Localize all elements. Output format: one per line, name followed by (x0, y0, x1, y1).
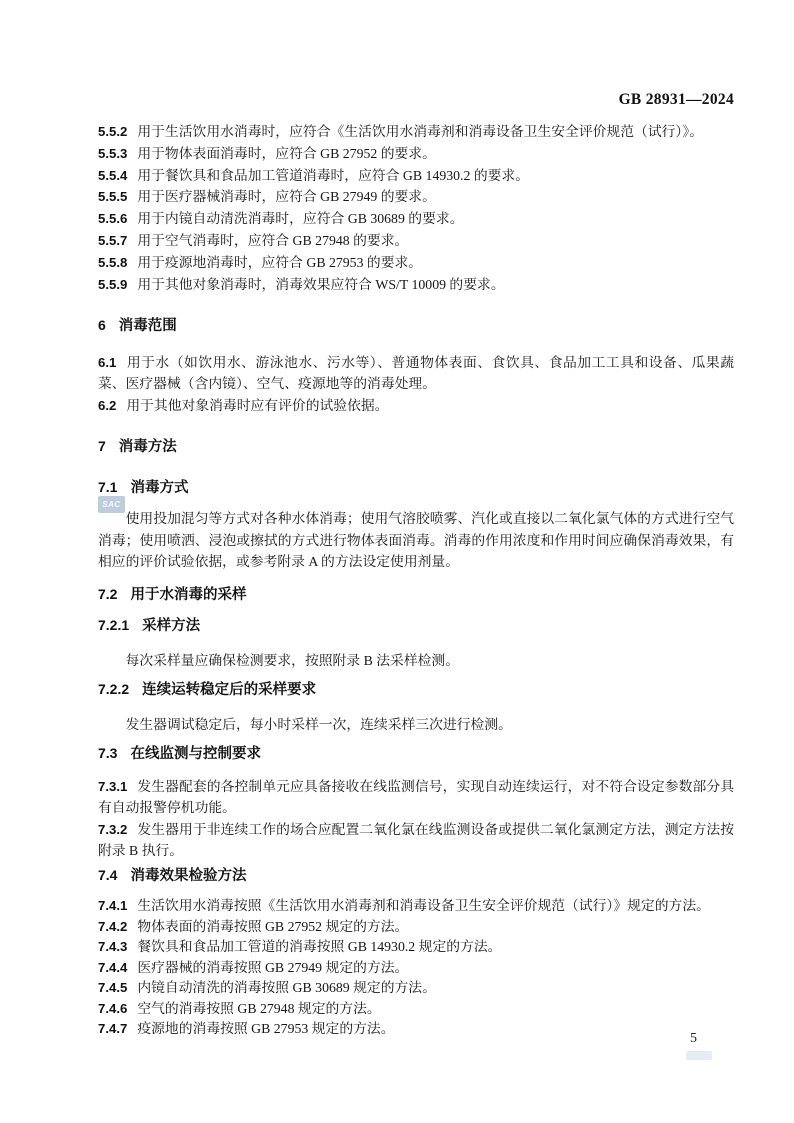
section-title: 消毒范围 (118, 318, 177, 335)
clause-row (98, 978, 734, 999)
clause-text: 用于内镜自动清洗消毒时，应符合 GB 30689 的要求。 (137, 211, 464, 227)
section-title: 采样方法 (142, 618, 201, 635)
clause-row (98, 1019, 734, 1040)
subsection-heading-7-2 (98, 584, 734, 607)
clause-text: 内镜自动清洗的消毒按照 GB 30689 规定的方法。 (137, 980, 436, 996)
clause-text: 用于其他对象消毒时，消毒效果应符合 WS/T 10009 的要求。 (137, 276, 505, 292)
section-title: 用于水消毒的采样 (130, 586, 247, 603)
clause-row (98, 776, 734, 819)
clause-number: 5.5.2 (98, 124, 128, 139)
subsection-heading-7-2-2 (98, 679, 734, 702)
clause-number: 7.4.7 (98, 1021, 128, 1037)
paragraph-7-2-2: 发生器调试稳定后，每小时采样一次，连续采样三次进行检测。 (125, 716, 512, 732)
paragraph-7-1: 使用投加混匀等方式对各种水体消毒；使用气溶胶喷雾、汽化或直接以二氧化氯气体的方式进行空气消毒；使用喷洒、浸泡或擦拭的方式进行物体表面消毒。消毒的作用浓度和作用时间应确保消毒效果，有相应的评价试验依据，或参考附录 A 的方法设定使用剂量。 (98, 511, 734, 570)
clause-row (98, 819, 734, 862)
clause-number: 6.2 (98, 397, 117, 413)
clause-row (98, 165, 734, 187)
clause-number: 7.3.1 (98, 778, 128, 794)
section-number: 7.2.2 (98, 681, 130, 698)
subsection-heading-7-3 (98, 743, 734, 766)
clause-text: 医疗器械的消毒按照 GB 27949 规定的方法。 (137, 959, 409, 975)
section-heading-7 (98, 436, 734, 459)
clause-row (98, 352, 734, 395)
clause-row (98, 917, 734, 938)
clause-row (98, 121, 734, 143)
clause-row (98, 230, 734, 252)
section-number: 7.3 (98, 745, 118, 762)
section-number: 6 (98, 317, 106, 334)
clause-row (98, 186, 734, 208)
section-title: 消毒效果检验方法 (130, 867, 247, 884)
clause-text: 用于医疗器械消毒时，应符合 GB 27949 的要求。 (137, 189, 436, 205)
paragraph-7-2-1: 每次采样量应确保检测要求，按照附录 B 法采样检测。 (125, 652, 460, 668)
section-title: 连续运转稳定后的采样要求 (142, 682, 317, 699)
section-number: 7 (98, 438, 106, 455)
clause-text: 用于生活饮用水消毒时，应符合《生活饮用水消毒剂和消毒设备卫生安全评价规范（试行）》。 (137, 124, 704, 139)
clause-number: 5.5.4 (98, 167, 128, 183)
document-body (98, 121, 734, 1040)
page-number: 5 (690, 1031, 697, 1046)
faint-watermark-mark (686, 1051, 712, 1060)
subsection-heading-7-4 (98, 865, 734, 888)
clause-list-7-4 (98, 896, 734, 1040)
clause-number: 7.3.2 (98, 821, 128, 837)
subsection-heading-7-2-1 (98, 615, 734, 638)
clause-text: 餐饮具和食品加工管道的消毒按照 GB 14930.2 规定的方法。 (137, 939, 502, 955)
clause-row (98, 395, 734, 417)
clause-number: 6.1 (98, 354, 117, 370)
clause-number: 7.4.6 (98, 1000, 128, 1016)
clause-row (98, 143, 734, 165)
sac-watermark-stamp-icon: SAC (98, 496, 125, 513)
section-number: 7.2 (98, 585, 118, 602)
clause-row (98, 274, 734, 296)
clause-text: 空气的消毒按照 GB 27948 规定的方法。 (137, 1000, 381, 1016)
clause-row (98, 937, 734, 958)
clause-text: 用于水（如饮用水、游泳池水、污水等）、普通物体表面、食饮具、食品加工工具和设备、瓜果蔬菜、医疗器械（含内镜）、空气、疫源地等的消毒处理。 (98, 354, 734, 392)
clause-number: 7.4.4 (98, 959, 128, 975)
clause-row (98, 252, 734, 274)
clause-text: 用于其他对象消毒时应有评价的试验依据。 (126, 397, 389, 413)
section-title: 消毒方法 (118, 439, 177, 456)
doc-code-header: GB 28931—2024 (618, 91, 734, 108)
section-title: 在线监测与控制要求 (130, 746, 261, 763)
clause-list-5-5 (98, 121, 734, 295)
clause-text: 发生器配套的各控制单元应具备接收在线监测信号，实现自动连续运行，对不符合设定参数部分具有自动报警停机功能。 (98, 778, 734, 816)
clause-row (98, 208, 734, 230)
clause-number: 7.4.2 (98, 918, 128, 934)
section-number: 7.2.1 (98, 617, 130, 634)
clause-number: 5.5.6 (98, 211, 128, 227)
section-heading-6 (98, 315, 734, 338)
clause-text: 生活饮用水消毒按照《生活饮用水消毒剂和消毒设备卫生安全评价规范（试行）》规定的方法。 (137, 898, 710, 914)
clause-text: 疫源地的消毒按照 GB 27953 规定的方法。 (137, 1021, 395, 1037)
clause-text: 用于餐饮具和食品加工管道消毒时，应符合 GB 14930.2 的要求。 (137, 167, 530, 183)
clause-number: 5.5.9 (98, 276, 128, 292)
clause-text: 用于疫源地消毒时，应符合 GB 27953 的要求。 (137, 254, 423, 270)
clause-number: 5.5.8 (98, 254, 128, 270)
clause-text: 物体表面的消毒按照 GB 27952 规定的方法。 (137, 918, 409, 934)
clause-text: 用于空气消毒时，应符合 GB 27948 的要求。 (137, 232, 409, 248)
section-number: 7.4 (98, 866, 118, 883)
clause-row (98, 999, 734, 1020)
clause-number: 5.5.3 (98, 145, 128, 161)
clause-number: 7.4.3 (98, 939, 128, 955)
section-number: 7.1 (98, 478, 118, 495)
clause-row (98, 896, 734, 917)
clause-number: 5.5.5 (98, 189, 128, 205)
clause-number: 5.5.7 (98, 232, 128, 248)
subsection-heading-7-1 (98, 477, 734, 500)
clause-text: 用于物体表面消毒时，应符合 GB 27952 的要求。 (137, 145, 436, 161)
clause-number: 7.4.5 (98, 980, 128, 996)
clause-number: 7.4.1 (98, 898, 128, 914)
clause-row (98, 958, 734, 979)
clause-text: 发生器用于非连续工作的场合应配置二氧化氯在线监测设备或提供二氧化氯测定方法，测定方法按附录 B 执行。 (98, 821, 734, 859)
section-title: 消毒方式 (130, 479, 189, 496)
